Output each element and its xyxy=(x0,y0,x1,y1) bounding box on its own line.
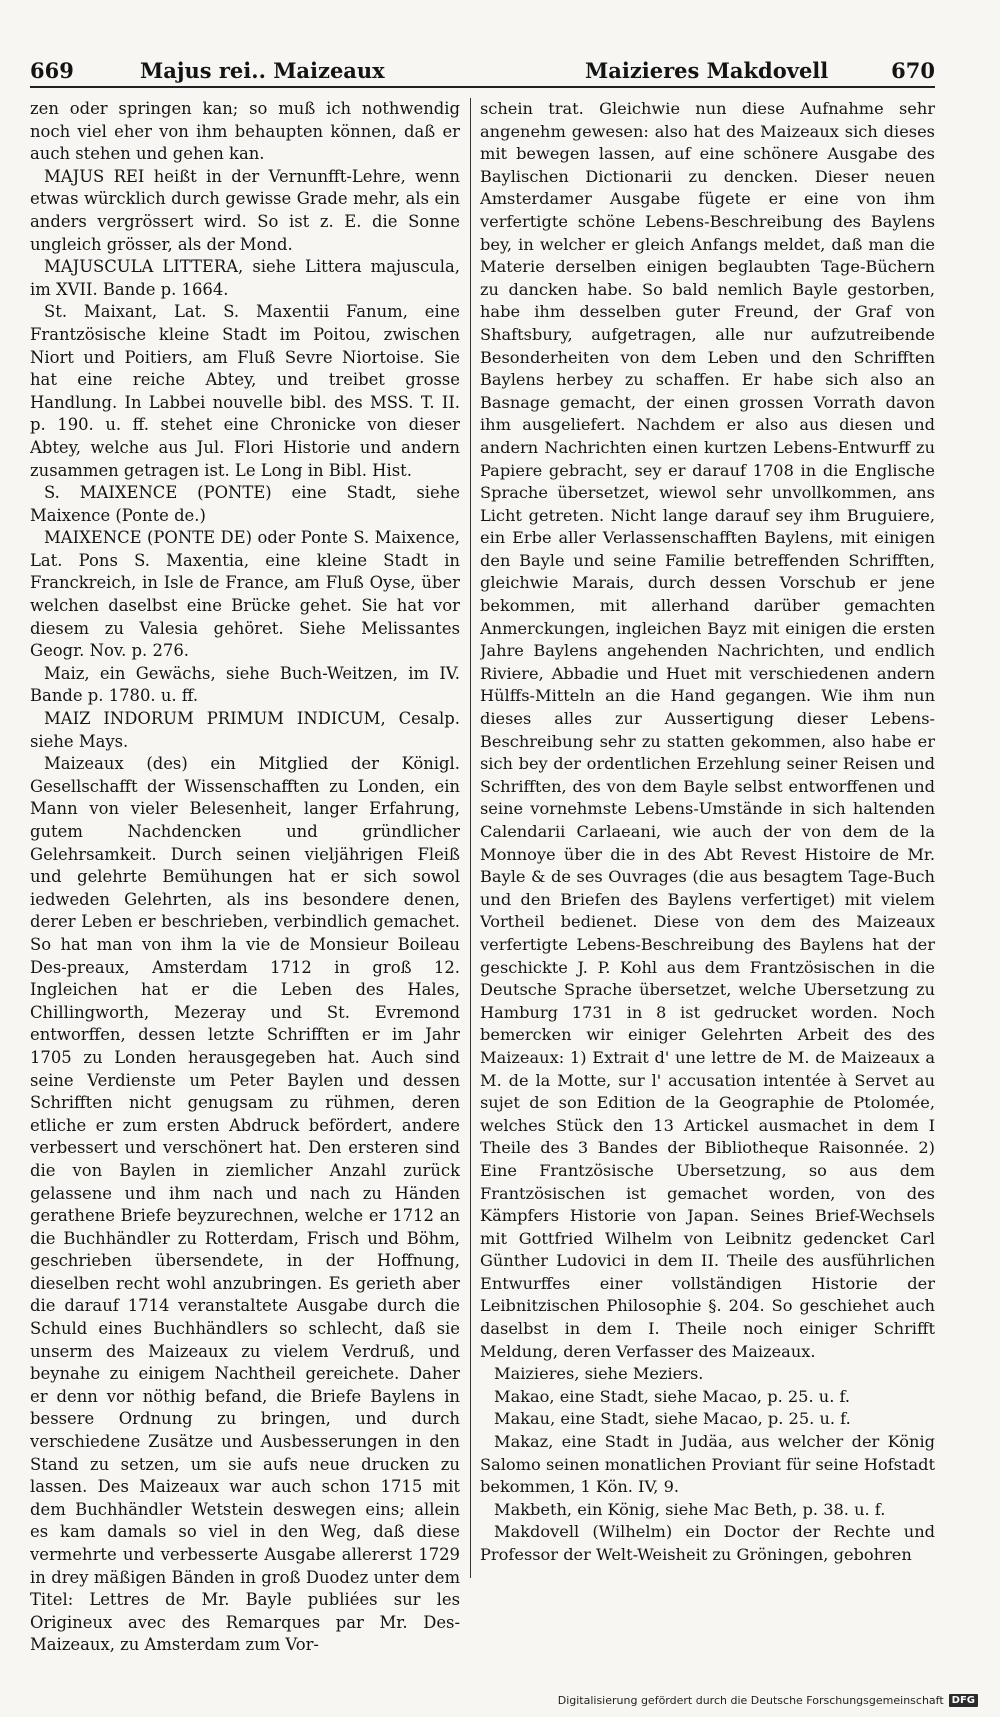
entry-maizeaux-continuation: schein trat. Gleichwie nun diese Aufnahme sehr angenehm gewesen: also hat des Maizeaux sich dieses mit bewegen lassen, auf eine schönere Ausgabe des Baylischen Dictionarii zu dencken. Dieser neuen Amsterdamer Ausgabe fügete er eine von ihm verfertigte schöne Lebens-Beschreibung des Baylens bey, in welcher er gleich Anfangs meldet, daß man die Materie derselben einigen beglaubten Tage-Büchern zu dancken habe. So bald nemlich Bayle gestorben, habe ihm desselben guter Freund, der Graf von Shaftsbury, aufgetragen, alle nur aufzutreibende Besonderheiten von dem Leben und den Schrifften Baylens herbey zu schaffen. Er habe sich also an Basnage gemacht, der einen grossen Vorrath davon ihm ausgeliefert. Nachdem er also aus diesen und andern Nachrichten einen kurtzen Lebens-Entwurff zu Papiere gebracht, sey er darauf 1708 in die Englische Sprache übersetzet, wiewol sehr unvollkommen, ans Licht getreten. Nicht lange darauf sey ihm Bruguiere, ein Erbe aller Verlassenschafften Baylens, mit einigen den Bayle und seine Familie betreffenden Schrifften, gleichwie Marais, durch dessen Vorschub er jene bekommen, mit allerhand darüber gemachten Anmerckungen, ingleichen Bayz mit einigen die ersten Jahre Baylens angehenden Nachrichten, und endlich Riviere, Abbadie und Huet mit verschiedenen andern Hülffs-Mitteln an die Hand gegangen. Wie ihm nun dieses alles zur Aussertigung dieser Lebens-Beschreibung sehr zu statten gekommen, also habe er sich bey der ordentlichen Erzehlung seiner Reisen und Schrifften, des von dem Bayle selbst entworffenen und seine vornehmste Lebens-Umstände in sich haltenden Calendarii Carlaeani, wie auch der von dem de la Monnoye über die in des Abt Revest Histoire de Mr. Bayle & de ses Ouvrages (die aus besagtem Tage-Buch und den Briefen des Baylens verfertiget) mit vielem Vortheil bedienet. Diese von dem des Maizeaux verfertigte Lebens-Beschreibung des Baylens hat der geschickte J. P. Kohl aus dem Frantzösischen in die Deutsche Sprache übersetzet, welche Ubersetzung zu Hamburg 1731 in 8 ist gedrucket worden. Noch bemercken wir einiger Gelehrten Arbeit des des Maizeaux: 1) Extrait d' une lettre de M. de Maizeaux a M. de la Motte, sur l' accusation intentée à Servet au sujet de son Edition de la Geographie de Ptolomée, welches Stück den 13 Artickel ausmachet in dem I Theile des 3 Bandes der Bibliotheque Raisonnée. 2) Eine Frantzösische Ubersetzung, so aus dem Frantzösischen ist gemachet worden, von des Kämpfers Historie von Japan. Seines Brief-Wechsels mit Gottfried Wilhelm von Leibnitz gedencket Carl Günther Ludovici in dem II. Theile des ausführlichen Entwurffes einer vollständigen Historie der Leibnitzischen Philosophie §. 204. So geschiehet auch daselbst in dem I. Theile noch einiger Schrifft Meldung, deren Verfasser des Maizeaux. xyxy=(480,99,935,1361)
running-head xyxy=(30,54,935,88)
entry-continuation: zen oder springen kan; so muß ich nothwendig noch viel eher von ihm behaupten können, daß er auch stehen und gehen kan. xyxy=(30,99,460,164)
entry-majus-rei: MAJUS REI heißt in der Vernunfft-Lehre, wenn etwas würcklich durch gewisse Grade mehr, als ein anders vergrössert wird. So ist z. E. die Sonne ungleich grösser, als der Mond. xyxy=(30,166,460,254)
entry-makau: Makau, eine Stadt, siehe Macao, p. 25. u. f. xyxy=(494,1409,851,1429)
header-rule xyxy=(30,86,935,88)
entry-makao: Makao, eine Stadt, siehe Macao, p. 25. u. f. xyxy=(494,1386,851,1406)
entry-maiz-indorum: MAIZ INDORUM PRIMUM INDICUM, Cesalp. siehe Mays. xyxy=(30,709,460,751)
entry-makaz: Makaz, eine Stadt in Judäa, aus welcher der König Salomo seinen monatlichen Proviant für seine Hofstadt bekommen, 1 Kön. IV, 9. xyxy=(480,1432,935,1497)
left-column xyxy=(30,98,460,1672)
dfg-logo: DFG xyxy=(949,1694,978,1707)
entry-majuscula-littera: MAJUSCULA LITTERA, siehe Littera majuscula, im XVII. Bande p. 1664. xyxy=(30,257,460,299)
entry-makdovell: Makdovell (Wilhelm) ein Doctor der Rechte und Professor der Welt-Weisheit zu Gröningen, gebohren xyxy=(480,1522,935,1564)
entry-s-maixence-ponte: S. MAIXENCE (PONTE) eine Stadt, siehe Maixence (Ponte de.) xyxy=(30,483,460,525)
digitization-footer xyxy=(558,1694,978,1707)
left-page-number: 669 xyxy=(30,58,74,83)
entry-makbeth: Makbeth, ein König, siehe Mac Beth, p. 38. u. f. xyxy=(494,1499,886,1519)
entry-maizieres: Maizieres, siehe Meziers. xyxy=(494,1364,704,1384)
entry-maizeaux: Maizeaux (des) ein Mitglied der Königl. Gesellschafft der Wissenschafften zu Londen, ein Mann von vieler Belesenheit, langer Erfahrung, gutem Nachdencken und gründlicher Gelehrsamkeit. Durch seinen vieljährigen Fleiß und gelehrte Bemühungen hat er sich sowol iedweden Gelehrten, als ins besondere denen, derer Leben er beschrieben, verbindlich gemachet. So hat man von ihm la vie de Monsieur Boileau Des-preaux, Amsterdam 1712 in groß 12. Ingleichen hat er die Leben des Hales, Chillingworth, Mezeray und St. Evremond entworffen, dessen letzte Schrifften er im Jahr 1705 zu Londen herausgegeben hat. Auch sind seine Verdienste um Peter Baylen und dessen Schrifften nicht genugsam zu rühmen, deren etliche er zum ersten Abdruck befördert, andere verbessert und verschönert hat. Den ersteren sind die von Baylen in ziemlicher Anzahl zurück gelassene und ihm nach und nach zu Händen gerathene Briefe beyzurechnen, welche er 1712 an die Buchhändler zu Rotterdam, Frisch und Böhm, geschrieben übersendete, in der Hoffnung, dieselben recht wohl anzubringen. Es gerieth aber die darauf 1714 veranstaltete Ausgabe durch die Schuld eines Buchhändlers so schlecht, daß sie unserm des Maizeaux zu vielem Verdruß, und beynahe zu einigem Nachtheil gereichete. Daher er denn vor nöthig befand, die Briefe Baylens in bessere Ordnung zu bringen, und durch verschiedene Zusätze und Ausbesserungen in den Stand zu setzen, um sie aufs neue drucken zu lassen. Des Maizeaux war auch schon 1715 mit dem Buchhändler Wetstein deswegen eins; allein es kam damals so viel in den Weg, daß diese vermehrte und verbesserte Ausgabe allererst 1729 in drey mäßigen Bänden in groß Duodez unter dem Titel: Lettres de Mr. Bayle publiées sur les Origineux avec des Remarques par Mr. Des-Maizeaux, zu Amsterdam zum Vor- xyxy=(30,754,460,1655)
right-headwords: Maizieres Makdovell xyxy=(585,58,829,83)
right-page-number: 670 xyxy=(891,58,935,83)
entry-st-maixant: St. Maixant, Lat. S. Maxentii Fanum, eine Frantzösische kleine Stadt im Poitou, zwischen Niort und Poitiers, am Fluß Sevre Niortoise. Sie hat eine reiche Abtey, und treibet grosse Handlung. In Labbei nouvelle bibl. des MSS. T. II. p. 190. u. ff. stehet eine Chronicke von dieser Abtey, welche aus Jul. Flori Historie und andern zusammen getragen ist. Le Long in Bibl. Hist. xyxy=(30,302,460,480)
entry-maiz: Maiz, ein Gewächs, siehe Buch-Weitzen, im IV. Bande p. 1780. u. ff. xyxy=(30,663,460,706)
column-divider xyxy=(470,98,471,1578)
entry-maixence-ponte-de: MAIXENCE (PONTE DE) oder Ponte S. Maixence, Lat. Pons S. Maxentia, eine kleine Stadt in Franckreich, in Isle de France, am Fluß Oyse, über welchen daselbst eine Brücke gehet. Sie hat vor diesem zu Valesia gehöret. Siehe Melissantes Geogr. Nov. p. 276. xyxy=(30,528,460,661)
footer-credit: Digitalisierung gefördert durch die Deutsche Forschungsgemeinschaft xyxy=(557,1694,944,1707)
right-column xyxy=(480,98,935,1672)
left-headwords: Majus rei.. Maizeaux xyxy=(140,58,385,83)
